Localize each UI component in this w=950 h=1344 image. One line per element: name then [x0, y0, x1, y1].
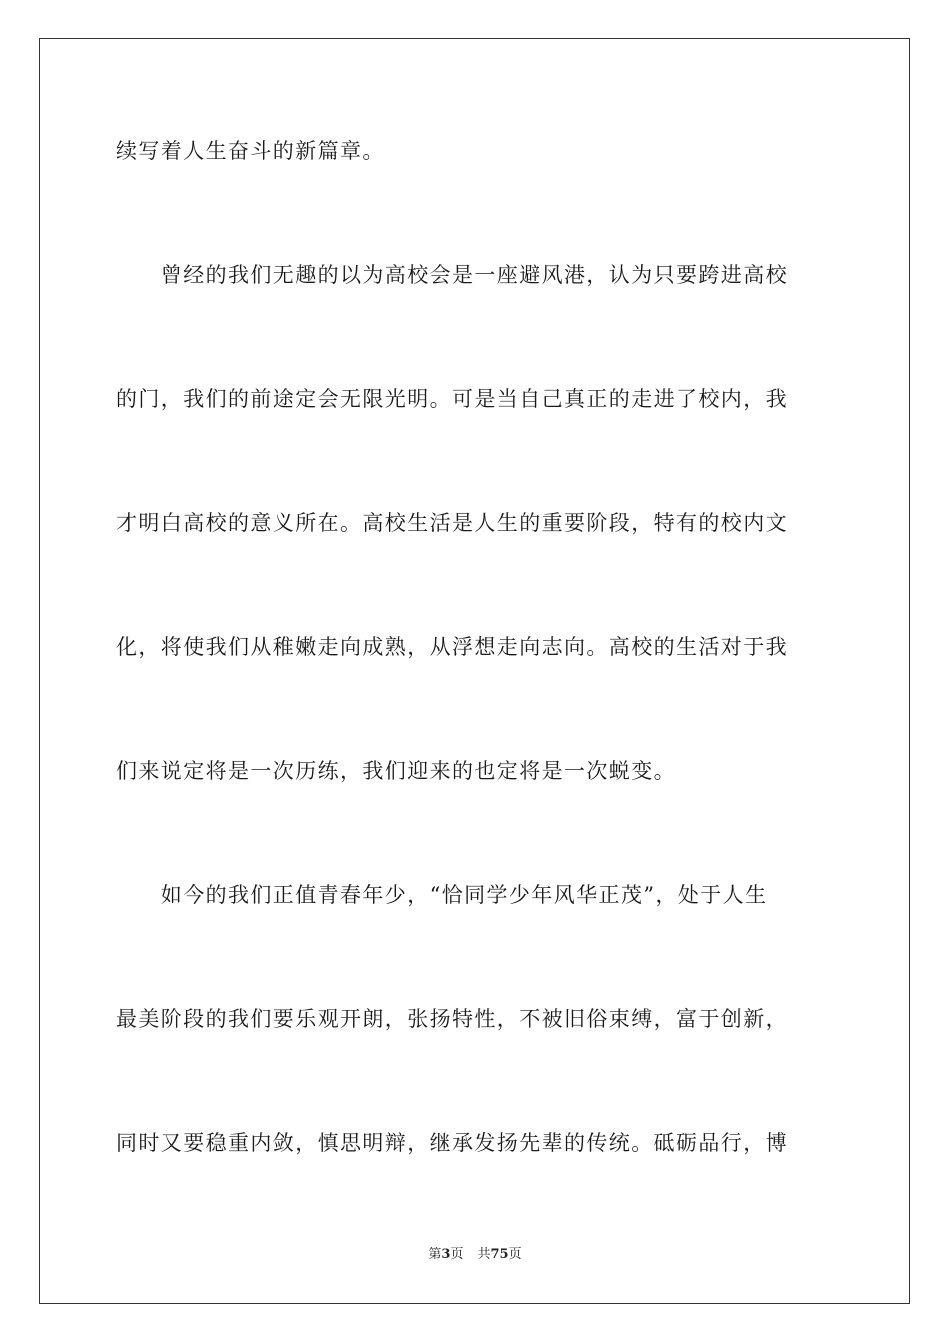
body-text-line: 们来说定将是一次历练，我们迎来的也定将是一次蜕变。 [116, 759, 676, 783]
total-prefix: 共 [477, 1247, 491, 1262]
body-text-line: 才明白高校的意义所在。高校生活是人生的重要阶段，特有的校内文 [116, 511, 788, 535]
page-prefix: 第 [428, 1247, 442, 1262]
page-suffix: 页 [450, 1247, 464, 1262]
page-number: 3 [441, 1247, 451, 1262]
total-suffix: 页 [508, 1247, 522, 1262]
body-text-line: 续写着人生奋斗的新篇章。 [116, 139, 385, 163]
page-border [39, 38, 910, 1304]
total-pages: 75 [490, 1247, 509, 1262]
page-footer [0, 1246, 950, 1264]
body-text-line: 化，将使我们从稚嫩走向成熟，从浮想走向志向。高校的生活对于我 [116, 635, 788, 659]
body-text-line: 如今的我们正值青春年少，“恰同学少年风华正茂”，处于人生 [116, 883, 768, 907]
body-text-line: 同时又要稳重内敛，慎思明辩，继承发扬先辈的传统。砥砺品行，博 [116, 1131, 788, 1155]
body-text-line: 最美阶段的我们要乐观开朗，张扬特性，不被旧俗束缚，富于创新， [116, 1007, 788, 1031]
body-text-line: 的门，我们的前途定会无限光明。可是当自己真正的走进了校内，我 [116, 387, 788, 411]
body-text-line: 曾经的我们无趣的以为高校会是一座避风港，认为只要跨进高校 [116, 263, 788, 287]
